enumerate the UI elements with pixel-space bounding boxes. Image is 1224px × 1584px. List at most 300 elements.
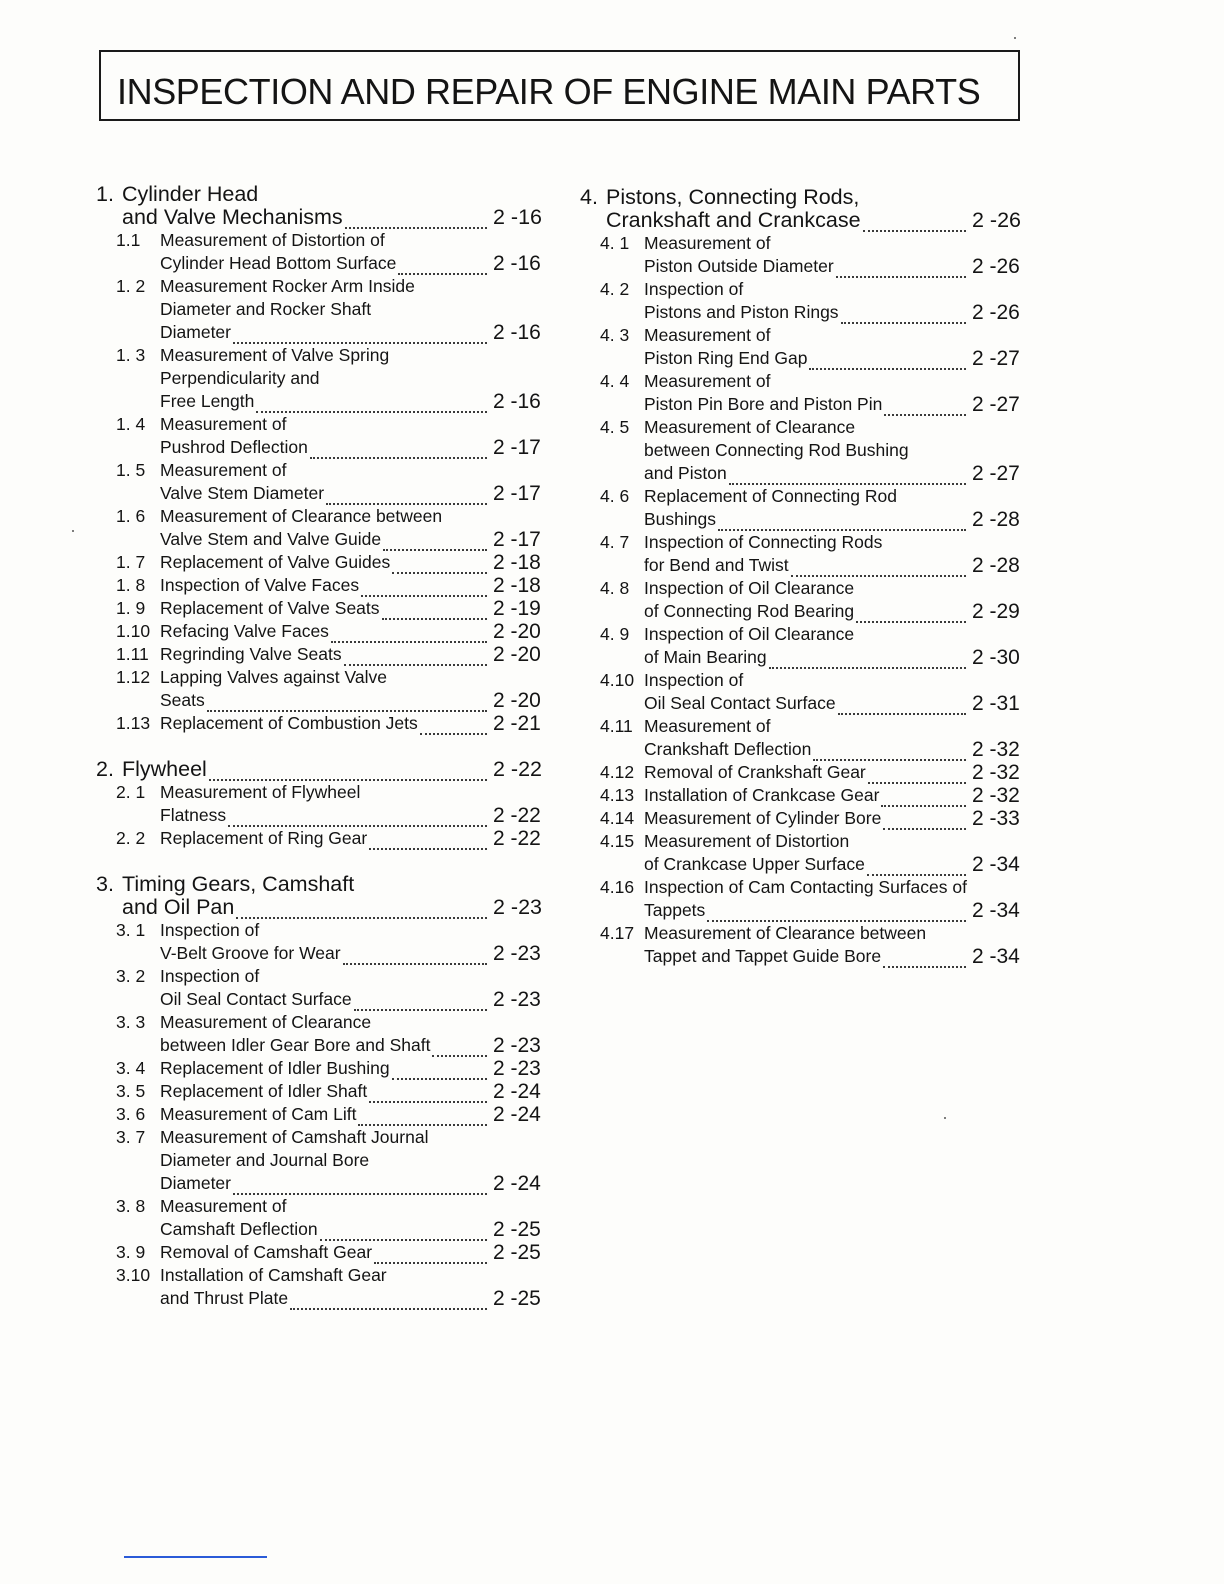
toc-item-line [116,298,551,321]
item-title [644,462,972,485]
item-title-text: Perpendicularity and [160,368,320,388]
item-title [160,1172,493,1195]
item-page-number [493,459,551,482]
item-title [644,439,972,462]
item-number: 4. 6 [600,486,630,506]
item-page-number [972,669,1030,692]
toc-item-line [600,301,1030,324]
toc-section [96,873,551,1310]
item-title-text: Replacement of Connecting Rod [644,486,897,506]
item-title [644,508,972,531]
item-page-number: 2 -27 [972,393,1020,416]
toc-item-line [116,321,551,344]
item-title-text: Removal of Camshaft Gear [160,1242,373,1262]
item-number [600,692,644,715]
item-title [644,807,972,830]
toc-section [96,758,551,850]
toc-item-line [116,597,551,620]
item-number: 2. 1 [116,782,146,802]
item-number: 1. 5 [116,460,146,480]
item-page-number: 2 -34 [972,945,1020,968]
item-title-text: Bushings [644,509,716,529]
item-title-text: Measurement of [160,1196,287,1216]
item-title-text: Seats [160,690,205,710]
item-number [600,600,644,623]
item-title [644,853,972,876]
item-title [644,370,972,393]
item-page-number: 2 -24 [493,1172,541,1195]
toc-item-line [600,899,1030,922]
item-page-number: 2 -26 [972,255,1020,278]
item-title [160,574,493,597]
item-title-text: Measurement of Cam Lift [160,1104,357,1124]
item-title-text: Measurement of Clearance between [160,506,443,526]
item-page-number [493,1126,551,1149]
item-page-number: 2 -17 [493,482,541,505]
item-title-text: Cylinder Head Bottom Surface [160,253,397,273]
toc-item-list [580,232,1030,968]
item-title-text: Inspection of Connecting Rods [644,532,883,552]
toc-item-line [116,482,551,505]
toc-item-line [116,344,551,367]
item-number: 4.10 [600,670,635,690]
toc-item-line [600,876,1030,899]
item-number [116,298,160,321]
item-title-text: Valve Stem and Valve Guide [160,529,382,549]
toc-item-line [600,278,1030,301]
item-title [160,1149,493,1172]
item-page-number [972,485,1030,508]
item-number [116,1287,160,1310]
toc-item-line [600,485,1030,508]
dot-leader [369,844,487,850]
item-page-number: 2 -34 [972,899,1020,922]
item-page-number: 2 -17 [493,436,541,459]
section-page-number: 2 -22 [493,757,543,781]
section-number: 2. [96,757,114,781]
item-title [644,715,972,738]
item-title-text: Pushrod Deflection [160,437,308,457]
item-title [644,623,972,646]
item-number [116,804,160,827]
item-number [600,738,644,761]
item-title-text: Inspection of Cam Contacting Surfaces of [644,877,967,897]
item-page-number: 2 -18 [493,574,541,597]
item-title [160,965,493,988]
item-page-number [493,413,551,436]
item-number: 1.13 [116,713,151,733]
item-title-text: Piston Ring End Gap [644,348,808,368]
item-page-number: 2 -23 [493,1034,541,1057]
item-title [160,1218,493,1241]
item-number [600,945,644,968]
item-page-number: 2 -27 [972,347,1020,370]
toc-item-line [600,393,1030,416]
toc-item-line [116,1264,551,1287]
toc-item-line [600,554,1030,577]
toc-item-line [116,689,551,712]
item-page-number [972,922,1030,945]
section-number: 1. [96,182,114,206]
item-page-number: 2 -32 [972,761,1020,784]
item-title-text: Measurement of Distortion [644,831,850,851]
item-number [116,482,160,505]
item-page-number [972,623,1030,646]
section-title-text: and Valve Mechanisms [122,205,343,229]
section-title-text: Flywheel [122,757,207,781]
item-title-text: and Piston [644,463,727,483]
item-title [644,945,972,968]
toc-item-line [600,462,1030,485]
item-number: 4. 9 [600,624,630,644]
section-title-text: Cylinder Head [122,182,259,206]
toc-item-line [116,942,551,965]
item-title [160,528,493,551]
item-page-number [493,298,551,321]
item-page-number: 2 -29 [972,600,1020,623]
item-title-text: between Idler Gear Bore and Shaft [160,1035,431,1055]
item-title [644,278,972,301]
section-number: 4. [580,185,598,209]
item-page-number: 2 -16 [493,321,541,344]
toc-item-line [116,275,551,298]
item-page-number [493,229,551,252]
section-title-line [96,758,551,781]
item-number: 1. 9 [116,598,146,618]
item-title-text: Pistons and Piston Rings [644,302,839,322]
toc-item-line [116,390,551,413]
item-title [644,922,972,945]
item-title-text: Lapping Valves against Valve [160,667,388,687]
item-title [644,255,972,278]
section-title-text: and Oil Pan [122,895,235,919]
item-page-number: 2 -32 [972,738,1020,761]
item-title [160,482,493,505]
item-number [600,462,644,485]
toc-item-line [600,807,1030,830]
item-title [160,689,493,712]
item-title [160,1195,493,1218]
toc-item-line [116,1287,551,1310]
item-title [160,390,493,413]
item-page-number: 2 -18 [493,551,541,574]
item-title-text: Camshaft Deflection [160,1219,318,1239]
item-title [644,301,972,324]
toc-item-line [116,666,551,689]
title-box [99,50,1020,121]
item-page-number: 2 -20 [493,689,541,712]
scan-speck [1014,37,1016,39]
item-page-number: 2 -19 [493,597,541,620]
item-number: 3. 6 [116,1104,146,1124]
item-title [644,646,972,669]
item-title-text: Tappet and Tappet Guide Bore [644,946,882,966]
item-number: 3. 2 [116,966,146,986]
item-title-text: Inspection of Oil Clearance [644,624,855,644]
item-title [160,298,493,321]
item-page-number: 2 -20 [493,620,541,643]
item-title [160,1034,493,1057]
toc-section [580,186,1030,968]
item-number: 1.10 [116,621,151,641]
item-number [116,528,160,551]
item-number [116,1034,160,1057]
item-page-number [972,876,1030,899]
toc-item-line [600,370,1030,393]
item-number: 3. 3 [116,1012,146,1032]
toc-item-line [600,715,1030,738]
item-title-text: Replacement of Idler Shaft [160,1081,368,1101]
item-title-text: Measurement of [644,371,771,391]
item-title-text: between Connecting Rod Bushing [644,440,909,460]
item-number: 4. 5 [600,417,630,437]
item-number [116,390,160,413]
item-page-number: 2 -28 [972,508,1020,531]
item-title-text: Measurement of [160,460,287,480]
item-page-number: 2 -23 [493,988,541,1011]
toc-item-line [116,1172,551,1195]
item-number: 4. 2 [600,279,630,299]
item-number [116,1218,160,1241]
footer-rule [124,1556,267,1558]
item-title-text: of Main Bearing [644,647,767,667]
item-number: 3. 7 [116,1127,146,1147]
item-page-number: 2 -28 [972,554,1020,577]
item-page-number: 2 -23 [493,942,541,965]
toc-item-line [600,784,1030,807]
item-page-number [493,1264,551,1287]
section-number [96,896,122,919]
item-title [160,919,493,942]
item-title [160,367,493,390]
item-title [160,1011,493,1034]
item-number [600,301,644,324]
item-title [160,1103,493,1126]
item-page-number [493,344,551,367]
toc-item-line [116,528,551,551]
item-number [600,393,644,416]
item-title-text: Installation of Crankcase Gear [644,785,880,805]
item-page-number [493,1195,551,1218]
item-page-number [493,781,551,804]
toc-item-line [116,1241,551,1264]
item-title [644,416,972,439]
item-page-number: 2 -21 [493,712,541,735]
toc-item-line [600,508,1030,531]
toc-item-line [116,252,551,275]
item-title [160,229,493,252]
item-page-number [972,370,1030,393]
item-title-text: Replacement of Ring Gear [160,828,368,848]
item-title-text: Free Length [160,391,255,411]
toc-item-line [600,324,1030,347]
item-page-number: 2 -26 [972,301,1020,324]
item-title [644,830,972,853]
item-title-text: Replacement of Valve Guides [160,552,391,572]
item-title-text: and Thrust Plate [160,1288,289,1308]
item-page-number [493,505,551,528]
item-number: 1. 2 [116,276,146,296]
item-page-number: 2 -33 [972,807,1020,830]
item-number: 1. 4 [116,414,146,434]
item-title-text: Inspection of Valve Faces [160,575,360,595]
item-title [644,669,972,692]
item-number [116,367,160,390]
toc-item-line [600,853,1030,876]
item-title-text: Measurement of Clearance [644,417,856,437]
item-page-number: 2 -17 [493,528,541,551]
item-title-text: for Bend and Twist [644,555,789,575]
item-number [116,1149,160,1172]
toc-item-line [600,531,1030,554]
item-title [160,252,493,275]
toc-item-line [116,804,551,827]
item-title [160,413,493,436]
toc-item-line [116,436,551,459]
toc-item-list [96,229,551,735]
item-page-number: 2 -31 [972,692,1020,715]
toc-item-line [116,505,551,528]
toc-item-line [116,574,551,597]
item-number: 4.15 [600,831,635,851]
toc-item-line [116,712,551,735]
scan-speck [72,530,74,532]
section-title-line [580,209,1030,232]
item-title [160,781,493,804]
item-title [644,692,972,715]
item-page-number [493,275,551,298]
item-title [160,620,493,643]
toc-item-line [116,1034,551,1057]
item-page-number: 2 -30 [972,646,1020,669]
item-number [116,436,160,459]
item-title-text: Valve Stem Diameter [160,483,325,503]
toc-item-line [116,1011,551,1034]
toc-item-line [116,781,551,804]
item-title-text: Measurement of [160,414,287,434]
toc-item-line [600,600,1030,623]
item-title [644,899,972,922]
toc-item-line [116,1218,551,1241]
section-title-line [96,896,551,919]
dot-leader [420,729,487,735]
item-title [160,597,493,620]
item-title [644,347,972,370]
toc-column-right [580,186,1030,991]
item-title [644,876,972,899]
section-title-line [580,186,1030,209]
item-title [644,761,972,784]
item-title-text: Removal of Crankshaft Gear [644,762,866,782]
toc-item-line [600,347,1030,370]
section-title-text: Timing Gears, Camshaft [122,872,355,896]
item-number: 4. 8 [600,578,630,598]
section-title-line [96,183,551,206]
item-number: 4.14 [600,808,635,828]
toc-item-line [600,945,1030,968]
item-title [160,1241,493,1264]
section-number: 3. [96,872,114,896]
toc-item-line [600,738,1030,761]
item-number: 4. 1 [600,233,630,253]
item-page-number: 2 -32 [972,784,1020,807]
item-number: 3. 8 [116,1196,146,1216]
toc-item-line [116,551,551,574]
toc-item-line [600,646,1030,669]
scan-speck [944,1117,946,1119]
toc-item-line [116,965,551,988]
toc-item-line [600,830,1030,853]
toc-item-line [116,988,551,1011]
item-title [160,1080,493,1103]
item-number [116,252,160,275]
item-page-number [493,965,551,988]
item-title-text: Oil Seal Contact Surface [644,693,836,713]
item-title-text: Measurement of Clearance between [644,923,927,943]
item-title-text: Measurement of Cylinder Bore [644,808,882,828]
item-title-text: Inspection of [160,920,260,940]
item-title [160,275,493,298]
toc-item-line [600,692,1030,715]
item-title-text: Diameter and Journal Bore [160,1150,370,1170]
section-title-line [96,206,551,229]
toc-item-line [116,620,551,643]
toc-column-left [96,183,551,1333]
toc-item-line [116,1057,551,1080]
item-title [160,1287,493,1310]
item-title-text: Inspection of [644,670,744,690]
item-number [116,988,160,1011]
item-page-number [972,232,1030,255]
item-number: 4. 7 [600,532,630,552]
section-page-number: 2 -16 [493,205,543,229]
item-page-number [972,577,1030,600]
item-title-text: Inspection of Oil Clearance [644,578,855,598]
item-page-number [972,324,1030,347]
item-title [160,804,493,827]
item-number: 2. 2 [116,828,146,848]
section-title-text: Pistons, Connecting Rods, [606,185,860,209]
item-number: 1.11 [116,644,149,664]
item-title-text: Measurement of Camshaft Journal [160,1127,429,1147]
toc-item-list [96,781,551,850]
toc-item-line [600,922,1030,945]
toc-item-line [116,1126,551,1149]
item-page-number: 2 -23 [493,1057,541,1080]
item-title [160,321,493,344]
item-number [600,508,644,531]
item-title [160,436,493,459]
item-title-text: of Connecting Rod Bearing [644,601,855,621]
section-page-number: 2 -26 [972,208,1022,232]
item-number [600,646,644,669]
item-title-text: Piston Outside Diameter [644,256,834,276]
item-number: 4.12 [600,762,635,782]
item-number: 4.16 [600,877,635,897]
item-page-number: 2 -20 [493,643,541,666]
item-title-text: Crankshaft Deflection [644,739,812,759]
item-number: 3. 4 [116,1058,146,1078]
item-page-number [972,416,1030,439]
item-number [600,439,644,462]
item-title [160,643,493,666]
item-page-number [493,1011,551,1034]
item-number [600,255,644,278]
item-page-number: 2 -16 [493,390,541,413]
section-title-text: Crankshaft and Crankcase [606,208,861,232]
item-title [160,344,493,367]
item-number: 4. 4 [600,371,630,391]
